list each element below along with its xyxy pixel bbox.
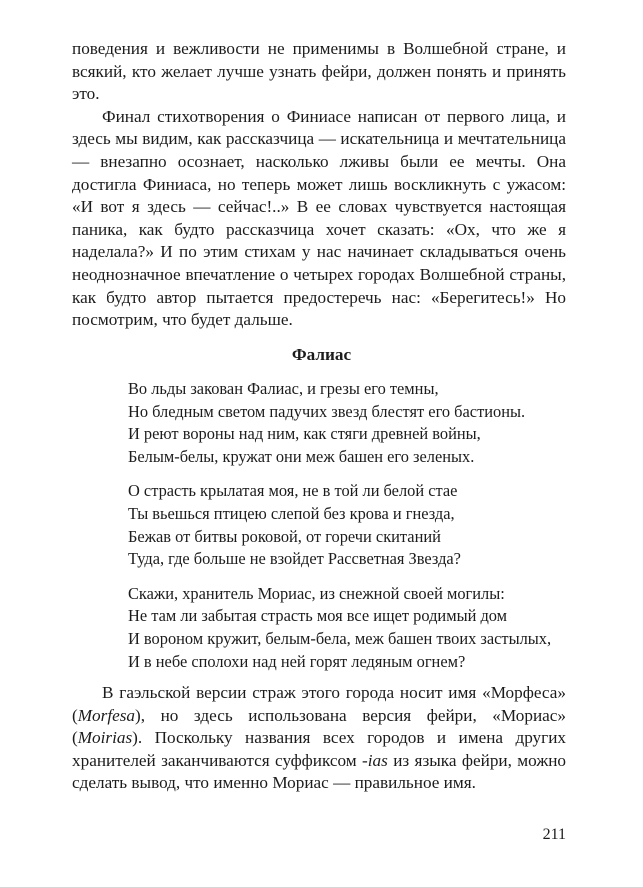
poem-line: И реют вороны над ним, как стяги древней войны, (128, 424, 481, 444)
poem-line: Туда, где больше не взойдет Рассветная Звезда? (128, 549, 461, 569)
poem-line: Белым-белы, кружат они меж башен его зеленых. (128, 446, 475, 466)
text-run: Финал стихотворения о Финиасе написан от первого лица, и здесь мы видим, как рассказчица — искательница и мечтательница — внезапно осознает, насколько лживы были ее мечты. Она достигла Финиаса, но теперь может лишь воскликнуть с ужасом: «И вот я здесь — сейчас!..» В ее словах чувствуется настоящая паника, как будто рассказчица хочет сказать: «Ох, что же я наделала?» И по этим стихам у нас начинает складываться очень неоднозначное впечатление о четырех городах Волшебной страны, как будто автор пытается предостеречь нас: «Берегитесь!» Но посмотрим, что будет дальше. (72, 106, 566, 330)
poem-line: И вороном кружит, белым-бела, меж башен твоих застылых, (128, 628, 552, 648)
text-block-top (72, 38, 566, 332)
poem-line: О страсть крылатая моя, не в той ли белой стае (128, 481, 458, 501)
poem-line: Во льды закован Фалиас, и грезы его темны, (128, 379, 439, 398)
paragraph (72, 38, 566, 106)
poem-line: Скажи, хранитель Мориас, из снежной своей могилы: (128, 583, 505, 603)
text-run: ). Поскольку названия всех городов и имена других хранителей заканчиваются суффиксом (72, 728, 566, 770)
text-block-bottom (72, 682, 566, 795)
poem-stanza (128, 583, 598, 673)
poem-line: Но бледным светом падучих звезд блестят его бастионы. (128, 401, 526, 421)
page-number: 211 (542, 826, 566, 843)
text-run: из языка фейри, можно сделать вывод, что именно Мориас — правильное имя. (72, 750, 566, 793)
poem-line: И в небе сполохи над ней горят ледяным огнем? (128, 651, 466, 671)
poem-title: Фалиас (291, 345, 352, 364)
poem-stanza (128, 378, 598, 468)
text-run: В гаэльской версии страж этого города носит имя «Морфеса» ( (72, 683, 566, 725)
italic-term: -ias (362, 750, 388, 770)
poem-line: Бежав от битвы роковой, от горечи скитаний (128, 526, 441, 546)
poem-line: Не там ли забытая страсть моя все ищет родимый дом (128, 606, 508, 626)
paragraph (72, 682, 566, 795)
poem-line: Ты вьешься птицею слепой без крова и гнезда, (128, 503, 455, 523)
text-run: ), но здесь использована версия фейри, «Мориас» ( (72, 705, 566, 748)
poem (128, 378, 598, 685)
text-run: поведения и вежливости не применимы в Волшебной стране, и всякий, кто желает лучше узнать фейри, должен понять и принять это. (72, 39, 566, 104)
italic-term: Moirias (77, 728, 133, 748)
paragraph (72, 106, 566, 332)
italic-term: Morfesa (77, 705, 136, 725)
poem-stanza (128, 480, 598, 570)
